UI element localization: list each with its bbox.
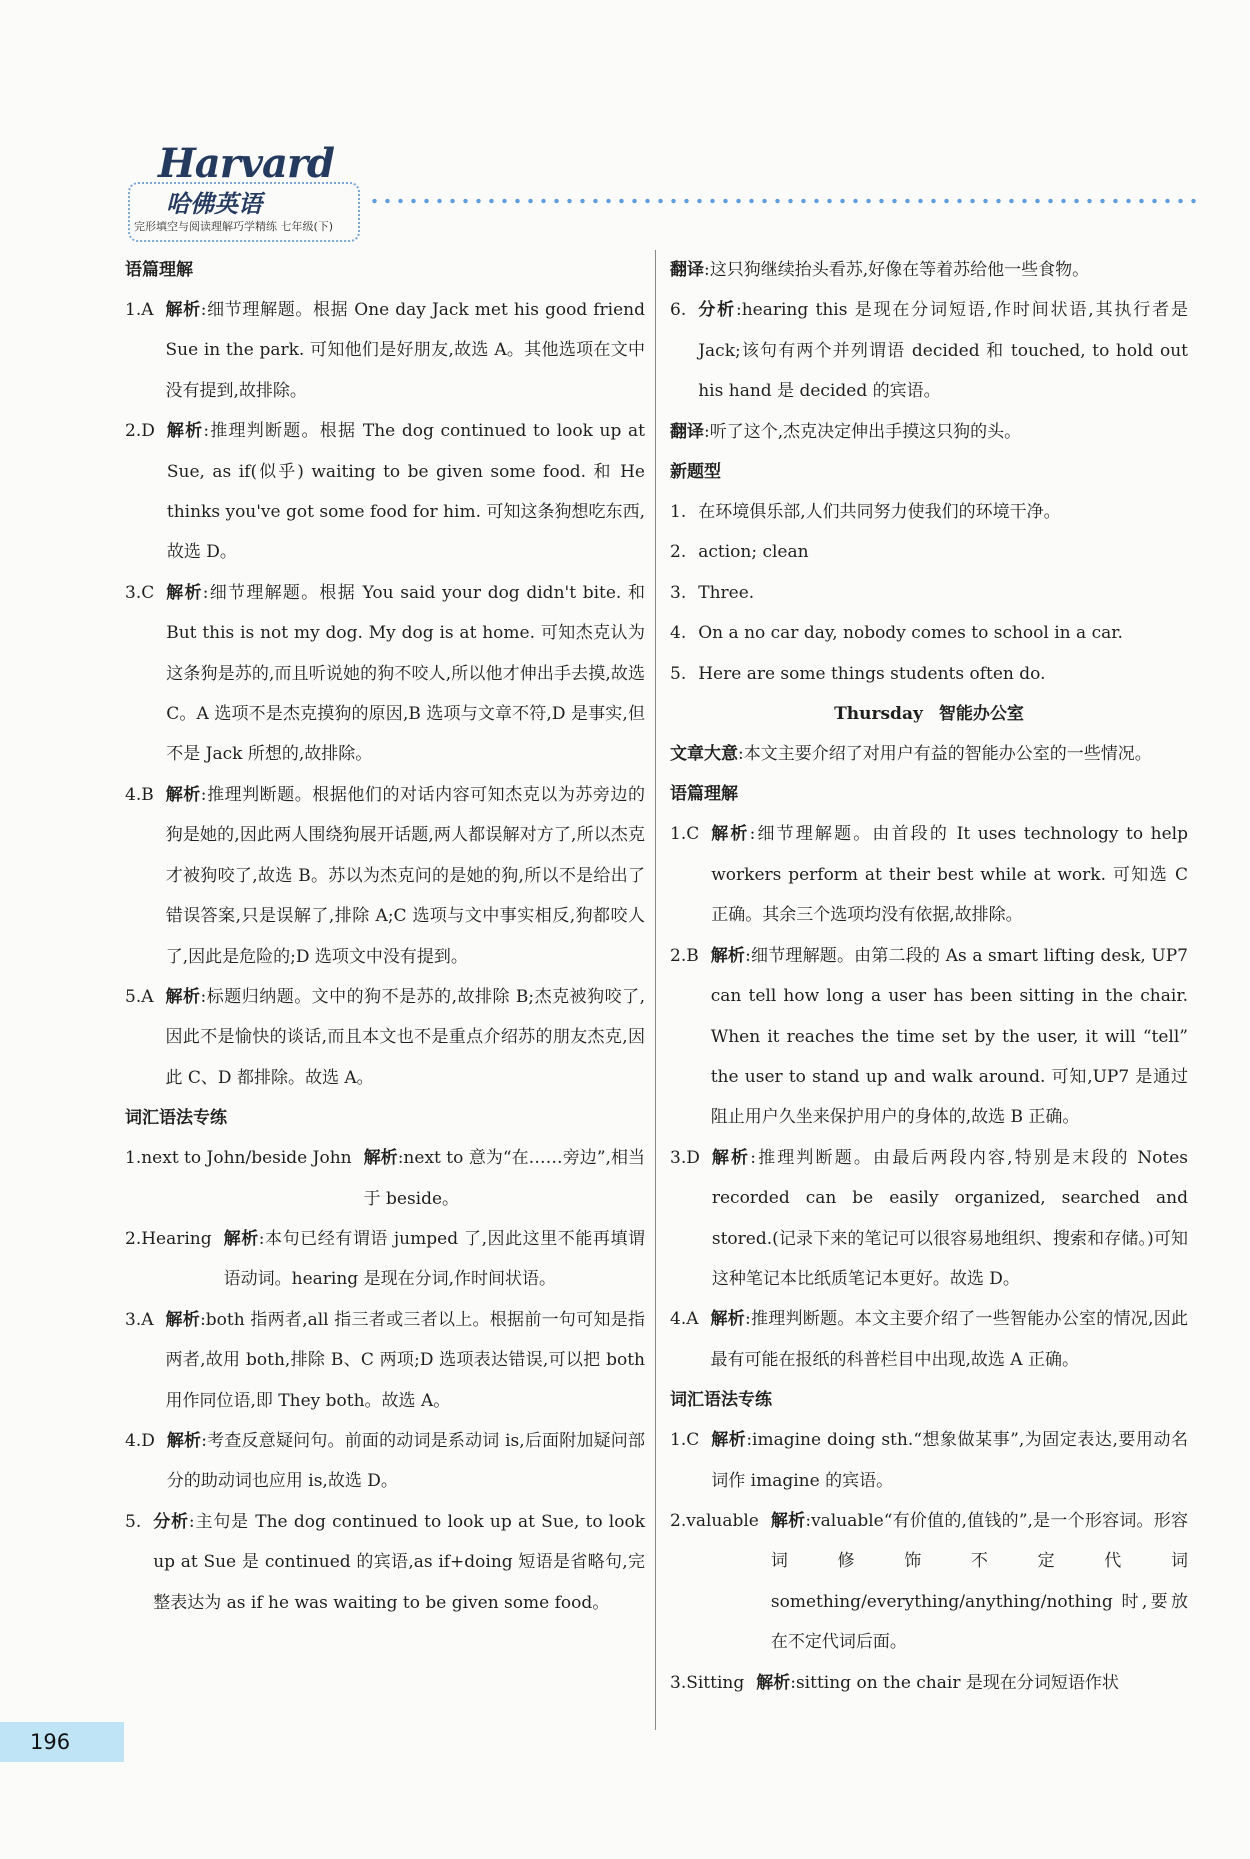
answer-label: 分析 (698, 300, 736, 321)
answer-text (711, 936, 1188, 1138)
left-column (125, 250, 645, 1623)
answer-key: 2.D (125, 421, 155, 442)
answer-key: 1.A (125, 300, 154, 320)
main-idea-label: 文章大意 (670, 744, 738, 765)
answer-text (712, 1138, 1188, 1300)
answer-key: 2. (670, 542, 687, 563)
answer-label: 解析 (363, 1148, 398, 1169)
answer-item (125, 1300, 645, 1421)
translation-line (670, 412, 1188, 452)
answer-key: 3.D (670, 1147, 700, 1168)
answer-explanation: :推理判断题。根据 The dog continued to look up at Sue, as if(似乎) waiting to be given some food. 和 He thinks you've got some food for him. 可知这条狗想吃东西,故选 D。 (166, 421, 645, 563)
answer-text (166, 775, 645, 977)
right-column (670, 250, 1188, 1703)
answer-item (670, 573, 1188, 613)
new-type-answers (670, 492, 1188, 694)
page-number: 196 (0, 1722, 124, 1762)
book-subtitle: 完形填空与阅读理解巧学精练 七年级(下) (134, 220, 334, 233)
answer-item (670, 613, 1188, 653)
answer-explanation: Three. (698, 582, 755, 603)
answer-text (711, 814, 1188, 935)
answer-explanation: :both 指两者,all 指三者或三者以上。根据前一句可知是指两者,故用 both,排除 B、C 两项;D 选项表达错误,可以把 both 用作同位语,即 They both。故选 A。 (165, 1309, 645, 1411)
answer-item (670, 1138, 1188, 1300)
answer-explanation: :细节理解题。根据 You said your dog didn't bite. 和 But this is not my dog. My dog is at home. 可知杰克认为这条狗是苏的,而且听说她的狗不咬人,所以他才伸出手去摸,故选 C。A 选项不是杰克摸狗的原因,B 选项与文章不符,D 是事实,但不是 Jack 所想的,故排除。 (166, 582, 645, 765)
answer-text (166, 573, 645, 775)
answer-label: 解析 (756, 1672, 791, 1693)
unit-title (670, 694, 1188, 734)
answer-label: 解析 (165, 1309, 201, 1330)
answer-label: 解析 (711, 1430, 747, 1451)
answer-item (125, 977, 645, 1098)
answer-item (670, 492, 1188, 532)
vocab-answers (670, 1420, 1188, 1703)
answer-key: 1. (670, 502, 687, 523)
answer-label: 分析 (153, 1511, 189, 1532)
answer-label: 解析 (223, 1228, 259, 1249)
answer-item (125, 411, 645, 573)
answer-key: 5.A (125, 986, 154, 1007)
translation-label: 翻译 (670, 260, 704, 280)
answer-key: 2.B (670, 945, 699, 966)
answer-text (711, 1420, 1188, 1501)
answer-explanation: :考查反意疑问句。前面的动词是系动词 is,后面附加疑问部分的助动词也应用 is,故选 D。 (166, 1430, 645, 1492)
answer-key: 1.C (670, 1430, 700, 1451)
reading-answers (670, 814, 1188, 1380)
answer-text (166, 977, 646, 1098)
answer-item (670, 290, 1188, 411)
answer-explanation: :推理判断题。根据他们的对话内容可知杰克以为苏旁边的狗是她的,因此两人围绕狗展开话题,两人都误解对方了,所以杰克才被狗咬了,故选 B。苏以为杰克问的是她的狗,所以不是给出了错误答案,只是误解了,排除 A;C 选项与文中事实相反,狗都咬人了,因此是危险的;D 选项文中没有提到。 (165, 784, 645, 967)
answer-text (698, 290, 1188, 411)
answer-explanation: :推理判断题。本文主要介绍了一些智能办公室的情况,因此最有可能在报纸的科普栏目中出现,故选 A 正确。 (710, 1309, 1188, 1370)
answer-label: 解析 (166, 1430, 202, 1451)
answer-key: 2.Hearing (125, 1228, 212, 1249)
answer-explanation: :imagine doing sth.“想象做某事”,为固定表达,要用动名词作 imagine 的宾语。 (711, 1430, 1188, 1491)
answer-text (224, 1219, 645, 1300)
answer-item (670, 532, 1188, 572)
main-idea-text: :本文主要介绍了对用户有益的智能办公室的一些情况。 (738, 744, 1152, 765)
answer-item (670, 1299, 1188, 1380)
answer-explanation: :标题归纳题。文中的狗不是苏的,故排除 B;杰克被狗咬了,因此不是愉快的谈话,而且本文也不是重点介绍苏的朋友杰克,因此 C、D 都排除。故选 A。 (165, 986, 645, 1088)
answer-key: 5. (670, 663, 687, 684)
column-divider (655, 250, 656, 1730)
answer-text (771, 1501, 1188, 1663)
answer-key: 3.C (125, 582, 155, 603)
answer-key: 4.A (670, 1309, 699, 1330)
answer-item (125, 290, 645, 411)
reading-answers (125, 290, 645, 1098)
answer-text (711, 1299, 1189, 1380)
answer-key: 6. (670, 300, 687, 321)
answer-item (670, 1501, 1188, 1663)
answer-item (670, 1663, 1188, 1703)
answer-key: 2.valuable (670, 1510, 759, 1531)
answer-item (125, 1219, 645, 1300)
answer-explanation: 在环境俱乐部,人们共同努力使我们的环境干净。 (698, 502, 1061, 523)
answer-item (125, 1421, 645, 1502)
answer-text (166, 290, 646, 411)
answer-key: 4.B (125, 784, 154, 805)
translation-line (670, 250, 1188, 290)
section-heading: 词汇语法专练 (125, 1108, 227, 1129)
answer-explanation: action; clean (698, 542, 809, 563)
answer-key: 5. (125, 1511, 142, 1532)
unit-topic: 智能办公室 (938, 704, 1024, 725)
translation-label: 翻译 (670, 421, 704, 442)
answer-item (125, 573, 645, 775)
answer-item (125, 1502, 645, 1623)
translation-text: :听了这个,杰克决定伸出手摸这只狗的头。 (704, 421, 1022, 442)
header-dotted-rule (368, 198, 1198, 204)
answer-item (670, 1420, 1188, 1501)
answer-text (167, 411, 645, 573)
answer-explanation: :推理判断题。由最后两段内容,特别是末段的 Notes recorded can be easily organized, searched and stored.(记录下来的笔记可以很容易地组织、搜索和存储。)可知这种笔记本比纸质笔记本更好。故选 D。 (711, 1147, 1188, 1289)
answer-explanation: On a no car day, nobody comes to school in a car. (698, 623, 1123, 644)
section-heading: 新题型 (670, 462, 721, 483)
answer-explanation: Here are some things students often do. (698, 663, 1046, 684)
answer-text (153, 1502, 645, 1623)
section-heading: 词汇语法专练 (670, 1390, 772, 1411)
harvard-logo: Harvard (158, 140, 334, 187)
answer-key: 1.C (670, 824, 700, 845)
answer-key: 3. (670, 582, 687, 603)
answer-item (125, 1138, 645, 1219)
answer-key: 3.A (125, 1309, 154, 1330)
answer-text (167, 1421, 645, 1502)
answer-explanation: :细节理解题。由首段的 It uses technology to help workers perform at their best while at work. 可知选 C 正确。其余三个选项均没有依据,故排除。 (711, 824, 1188, 926)
vocab-answers (125, 1138, 645, 1623)
section-heading: 语篇理解 (125, 260, 193, 280)
answer-item (670, 814, 1188, 935)
answer-label: 解析 (165, 986, 201, 1007)
answer-explanation: :细节理解题。根据 One day Jack met his good friend Sue in the park. 可知他们是好朋友,故选 A。其他选项在文中没有提到,故排除。 (165, 300, 646, 401)
unit-day: Thursday (834, 704, 923, 725)
answer-label: 解析 (166, 582, 203, 603)
answer-label: 解析 (711, 1147, 751, 1168)
answer-explanation: :next to 意为“在……旁边”,相当于 beside。 (363, 1148, 645, 1209)
answer-label: 解析 (165, 300, 201, 320)
answer-label: 解析 (770, 1510, 806, 1531)
answer-key: 3.Sitting (670, 1672, 745, 1693)
main-idea (670, 734, 1188, 774)
answer-item (670, 654, 1188, 694)
book-header (128, 142, 360, 242)
answer-text (756, 1663, 1188, 1703)
answer-explanation: :细节理解题。由第二段的 As a smart lifting desk, UP7 can tell how long a user has been sitting in the chair. When it reaches the time set by the user, it will “tell” the user to stand up and walk around. 可知,UP7 是通过阻止用户久坐来保护用户的身体的,故选 B 正确。 (710, 945, 1188, 1128)
answer-key: 4.D (125, 1430, 155, 1451)
translation-text: :这只狗继续抬头看苏,好像在等着苏给他一些食物。 (704, 260, 1090, 280)
answer-text (364, 1138, 645, 1219)
answer-key: 4. (670, 623, 687, 644)
answer-explanation: :sitting on the chair 是现在分词短语作状 (790, 1672, 1119, 1693)
answer-item (125, 775, 645, 977)
answer-explanation: :主句是 The dog continued to look up at Sue, to look up at Sue 是 continued 的宾语,as if+doing 短语是省略句,完整表达为 as if he was waiting to be given some food。 (153, 1511, 645, 1613)
answer-label: 解析 (710, 1309, 746, 1330)
answer-label: 解析 (711, 824, 750, 845)
answer-key: 1.next to John/beside John (125, 1148, 352, 1169)
answer-label: 解析 (710, 945, 746, 966)
answer-text (166, 1300, 646, 1421)
answer-explanation: :valuable“有价值的,值钱的”,是一个形容词。形容词修饰不定代词 something/everything/anything/nothing 时,要放在不定代词后面。 (770, 1510, 1189, 1653)
answer-label: 解析 (165, 784, 201, 805)
answer-explanation: :hearing this 是现在分词短语,作时间状语,其执行者是 Jack;该句有两个并列谓语 decided 和 touched, to hold out his hand 是 decided 的宾语。 (698, 300, 1189, 402)
answer-item (670, 936, 1188, 1138)
section-heading: 语篇理解 (670, 784, 738, 805)
answer-explanation: :本句已经有谓语 jumped 了,因此这里不能再填谓语动词。hearing 是现在分词,作时间状语。 (223, 1228, 646, 1290)
logo-chinese-title: 哈佛英语 (166, 190, 262, 218)
answer-label: 解析 (166, 421, 204, 442)
